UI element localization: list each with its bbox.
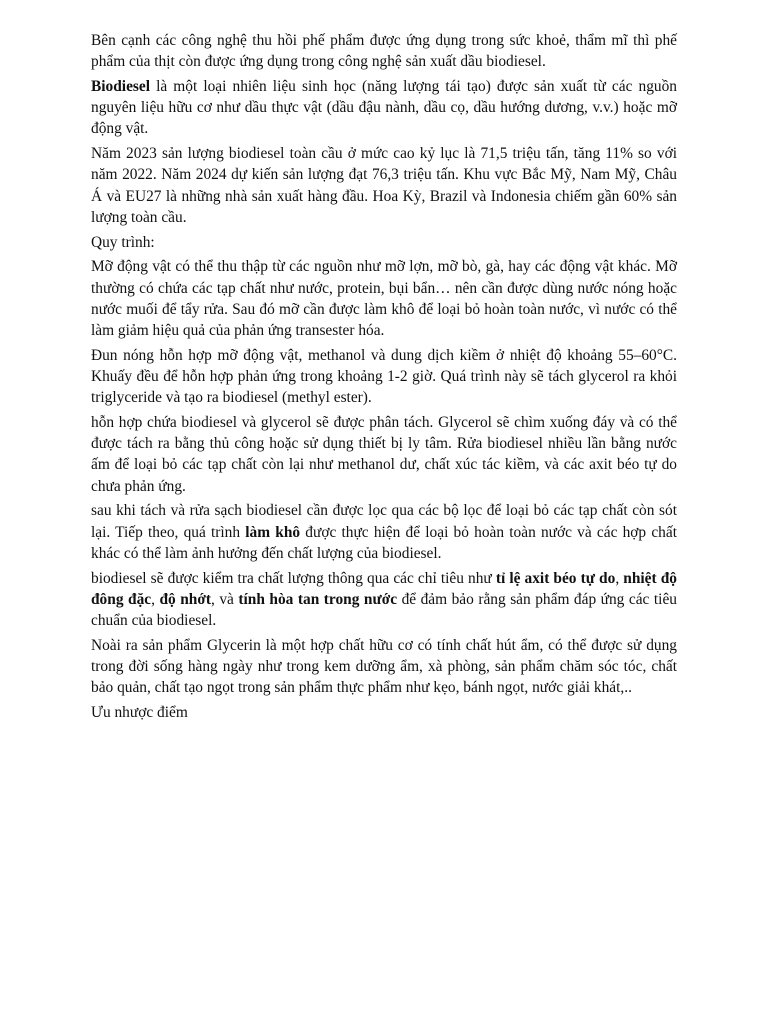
glycerin-paragraph: Noài ra sản phẩm Glycerin là một hợp chất hữu cơ có tính chất hút ẩm, có thể được sử dụng trong đời sống hàng ngày như trong kem dưỡng ẩm, xà phòng, sản phẩm chăm sóc tóc, chất bảo quản, chất tạo ngọt trong sản phẩm thực phẩm như kẹo, bánh ngọt, nước giải khát,..	[91, 636, 677, 697]
step-filtering-paragraph	[91, 500, 677, 564]
pour-point-term: nhiệt độ đông đặc	[91, 569, 677, 608]
biodiesel-definition-paragraph	[91, 76, 677, 140]
drying-term: làm khô	[245, 523, 301, 541]
filtering-text-before: sau khi tách và rửa sạch biodiesel cần được lọc qua các bộ lọc để loại bỏ các tạp chất còn sót lại. Tiếp theo, quá trình	[91, 502, 677, 541]
document-body	[91, 30, 677, 727]
water-solubility-term: tính hòa tan trong nước	[238, 590, 398, 608]
step-separation-paragraph: hỗn hợp chứa biodiesel và glycerol sẽ được phân tách. Glycerol sẽ chìm xuống đáy và có thể được tách ra bằng thủ công hoặc sử dụng thiết bị ly tâm. Rửa biodiesel nhiều lần bằng nước ấm để loại bỏ các tạp chất còn lại như methanol dư, chất xúc tác kiềm, và các axit béo tự do chưa phản ứng.	[91, 414, 677, 495]
filtering-text-after: được thực hiện để loại bỏ hoàn toàn nước và các hợp chất khác có thể làm ảnh hưởng đến chất lượng của biodiesel.	[91, 523, 677, 562]
quality-separator-1: ,	[615, 569, 624, 587]
quality-separator-2: ,	[151, 590, 160, 608]
quality-separator-3: , và	[211, 590, 239, 608]
step-quality-check-paragraph	[91, 568, 677, 632]
free-fatty-acid-term: tỉ lệ axit béo tự do	[495, 569, 616, 587]
step-collect-fat-paragraph: Mỡ động vật có thể thu thập từ các nguồn như mỡ lợn, mỡ bò, gà, hay các động vật khác. Mỡ thường có chứa các tạp chất như nước, protein, bụi bẩn… nên cần được dùng nước nóng hoặc nước muối để tẩy rửa. Sau đó mỡ cần được làm khô để loại bỏ hoàn toàn nước, vì nước có thể làm giảm hiệu quả của phản ứng transester hóa.	[91, 258, 677, 340]
biodiesel-term: Biodiesel	[91, 78, 150, 95]
step-heating-paragraph: Đun nóng hỗn hợp mỡ động vật, methanol và dung dịch kiềm ở nhiệt độ khoảng 55–60°C. Khuấy đều để hỗn hợp phản ứng trong khoảng 1-2 giờ. Quá trình này sẽ tách glycerol ra khỏi triglyceride và tạo ra biodiesel (methyl ester).	[91, 346, 677, 407]
quality-text-after: để đảm bảo rằng sản phẩm đáp ứng các tiêu chuẩn của biodiesel.	[91, 590, 677, 630]
production-stats-paragraph: Năm 2023 sản lượng biodiesel toàn cầu ở mức cao kỷ lục là 71,5 triệu tấn, tăng 11% so với năm 2022. Năm 2024 dự kiến sản lượng đạt 76,3 triệu tấn. Khu vực Bắc Mỹ, Nam Mỹ, Châu Á và EU27 là những nhà sản xuất hàng đầu. Hoa Kỳ, Brazil và Indonesia chiếm gần 60% sản lượng toàn cầu.	[91, 145, 677, 226]
biodiesel-definition-text: là một loại nhiên liệu sinh học (năng lượng tái tạo) được sản xuất từ các nguồn nguyên liệu hữu cơ như dầu thực vật (dầu đậu nành, dầu cọ, dầu hướng dương, v.v.) hoặc mỡ động vật.	[91, 78, 677, 138]
pros-cons-heading: Ưu nhược điểm	[91, 704, 188, 722]
process-heading: Quy trình:	[91, 233, 155, 251]
intro-paragraph: Bên cạnh các công nghệ thu hồi phế phẩm được ứng dụng trong sức khoẻ, thẩm mĩ thì phế phẩm của thịt còn được ứng dụng trong công nghệ sản xuất dầu biodiesel.	[91, 32, 677, 71]
quality-text-before: biodiesel sẽ được kiểm tra chất lượng thông qua các chỉ tiêu như	[91, 569, 496, 587]
viscosity-term: độ nhớt	[159, 590, 211, 608]
